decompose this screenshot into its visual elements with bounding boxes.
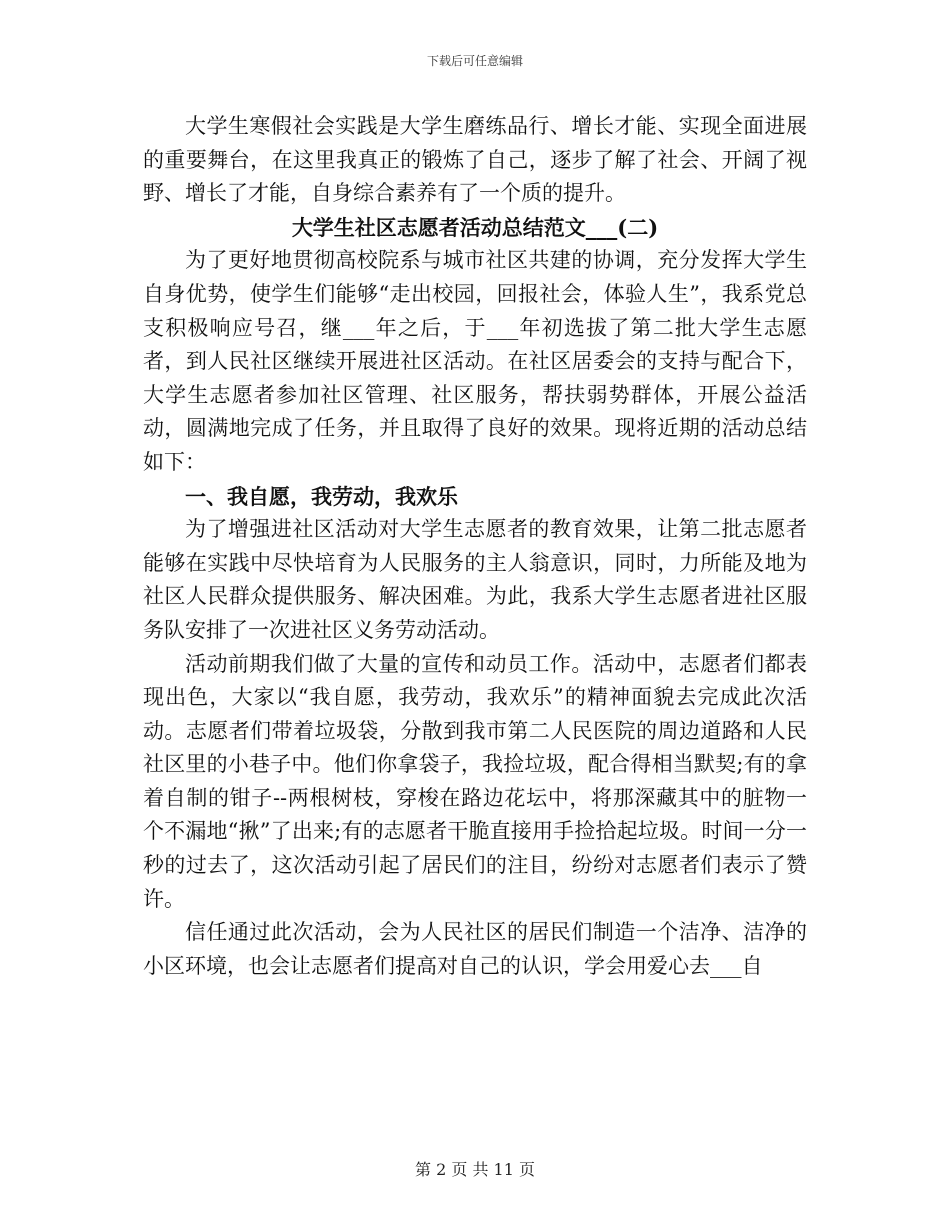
paragraph-1: 为了更好地贯彻高校院系与城市社区共建的协调，充分发挥大学生自身优势，使学生们能够“走出校园，回报社会，体验人生”，我系党总支积极响应号召，继___年之后，于___年初选拔了第二批大学生志愿者，到人民社区继续开展进社区活动。在社区居委会的支持与配合下，大学生志愿者参加社区管理、社区服务，帮扶弱势群体，开展公益活动，圆满地完成了任务，并且取得了良好的效果。现将近期的活动总结如下： bbox=[143, 248, 807, 474]
intro-paragraph: 大学生寒假社会实践是大学生磨练品行、增长才能、实现全面进展的重要舞台，在这里我真正的锻炼了自己，逐步了解了社会、开阔了视野、增长了才能，自身综合素养有了一个质的提升。 bbox=[143, 114, 807, 206]
document-body bbox=[143, 110, 807, 983]
section-title: 大学生社区志愿者活动总结范文___(二) bbox=[291, 214, 659, 240]
heading-1: 一、我自愿，我劳动，我欢乐 bbox=[185, 483, 458, 509]
paragraph-4: 信任通过此次活动，会为人民社区的居民们制造一个洁净、洁净的小区环境，也会让志愿者们提高对自己的认识，学会用爱心去___自 bbox=[143, 920, 807, 978]
paragraph-3: 活动前期我们做了大量的宣传和动员工作。活动中，志愿者们都表现出色，大家以“我自愿，我劳动，我欢乐”的精神面貌去完成此次活动。志愿者们带着垃圾袋，分散到我市第二人民医院的周边道路和人民社区里的小巷子中。他们你拿袋子，我捡垃圾，配合得相当默契;有的拿着自制的钳子--两根树枝，穿梭在路边花坛中，将那深藏其中的脏物一个不漏地“揪”了出来;有的志愿者干脆直接用手捡拾起垃圾。时间一分一秒的过去了，这次活动引起了居民们的注目，纷纷对志愿者们表示了赞许。 bbox=[143, 651, 807, 911]
paragraph-2: 为了增强进社区活动对大学生志愿者的教育效果，让第二批志愿者能够在实践中尽快培育为人民服务的主人翁意识，同时，力所能及地为社区人民群众提供服务、解决困难。为此，我系大学生志愿者进社区服务队安排了一次进社区义务劳动活动。 bbox=[143, 517, 807, 642]
page-number: 第 2 页 共 11 页 bbox=[415, 1160, 535, 1179]
page-header: 下载后可任意编辑 bbox=[426, 54, 523, 68]
